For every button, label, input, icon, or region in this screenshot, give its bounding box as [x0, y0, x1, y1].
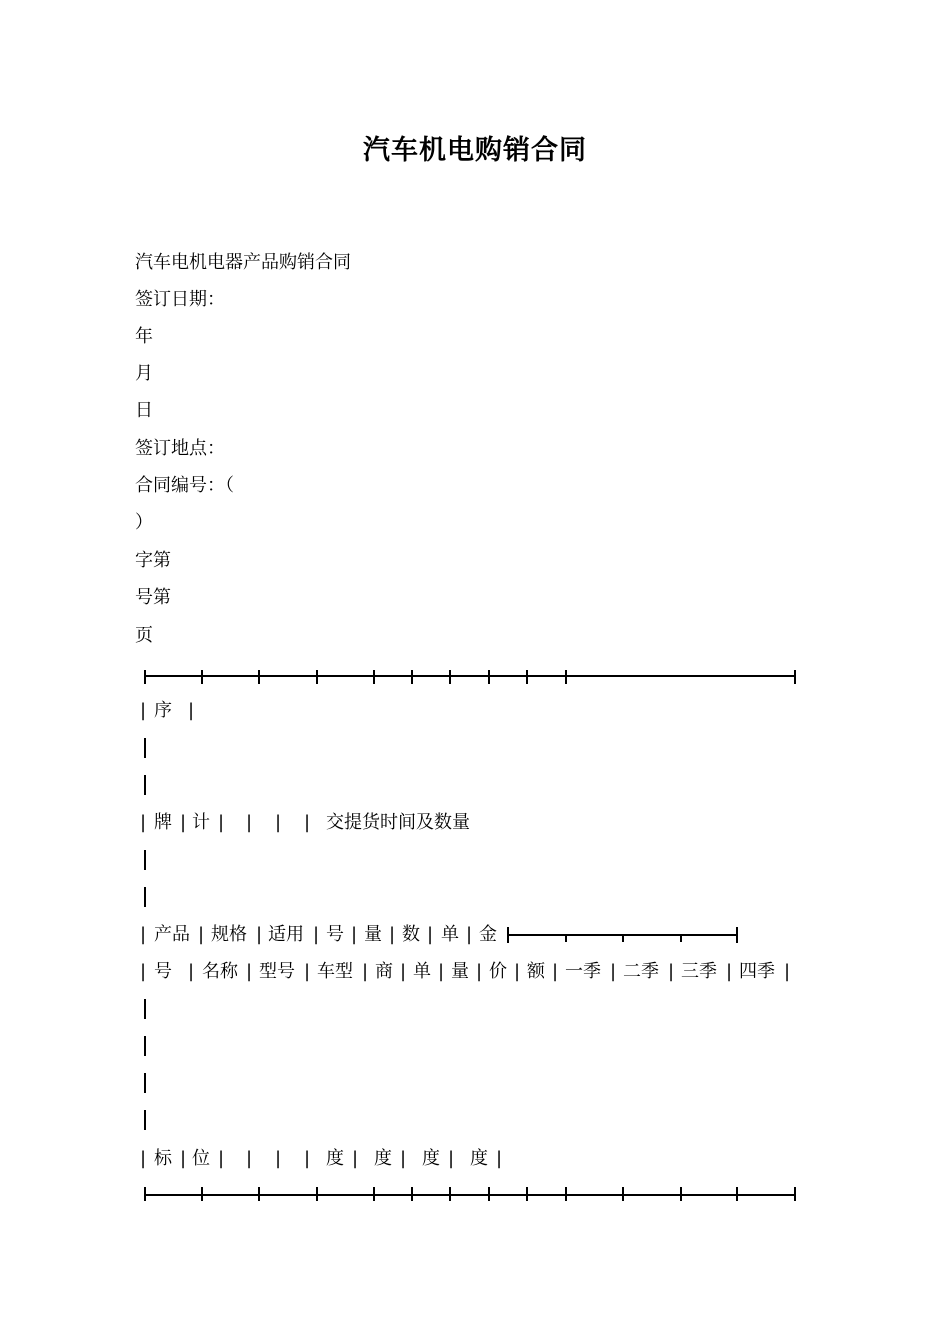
table-cell: 二季 [623, 961, 659, 982]
page-label: 页 [135, 625, 153, 646]
hao-di-label: 号第 [135, 587, 171, 608]
table-cell: 规格 [211, 924, 247, 945]
sign-date-label: 签订日期： [135, 289, 225, 310]
table-divider: | [140, 1148, 147, 1169]
table-divider: | [351, 924, 358, 945]
table-divider: | [389, 924, 396, 945]
table-cell: 度 [326, 1148, 344, 1169]
table-cell: 号 [326, 924, 344, 945]
table-divider [144, 775, 146, 795]
table-cell: 型号 [259, 961, 295, 982]
zi-di-label: 字第 [135, 550, 171, 571]
document-title: 汽车机电购销合同 [363, 135, 587, 166]
table-divider: | [427, 924, 434, 945]
table-cell: 计 [192, 812, 210, 833]
table-divider: | [188, 961, 195, 982]
table-divider [144, 887, 146, 907]
table-divider: | [476, 961, 483, 982]
table-divider: | [438, 961, 445, 982]
table-cell: 金 [479, 924, 497, 945]
table-divider: | [514, 961, 521, 982]
table-cell: 号 [154, 961, 172, 982]
table-divider: | [313, 924, 320, 945]
table-divider: | [304, 961, 311, 982]
table-divider: | [496, 1148, 503, 1169]
table-cell: 交提货时间及数量 [326, 812, 470, 833]
table-divider [144, 850, 146, 870]
table-divider: | [610, 961, 617, 982]
table-divider: | [362, 961, 369, 982]
table-divider: | [246, 1148, 253, 1169]
table-divider: | [218, 1148, 225, 1169]
table-cell: 位 [192, 1148, 210, 1169]
table-divider: | [304, 812, 311, 833]
table-divider: | [140, 700, 147, 721]
table-divider [144, 999, 146, 1019]
table-divider: | [466, 924, 473, 945]
table-divider: | [140, 812, 147, 833]
table-cell: 数 [402, 924, 420, 945]
table-cell: 商 [375, 961, 393, 982]
table-divider: | [400, 1148, 407, 1169]
table-divider: | [552, 961, 559, 982]
table-divider: | [180, 1148, 187, 1169]
table-cell: 度 [422, 1148, 440, 1169]
table-cell: 单 [441, 924, 459, 945]
subtitle-line: 汽车电机电器产品购销合同 [135, 252, 351, 273]
table-cell: 牌 [154, 812, 172, 833]
table-divider: | [400, 961, 407, 982]
table-divider: | [256, 924, 263, 945]
table-divider: | [448, 1148, 455, 1169]
table-cell: 一季 [565, 961, 601, 982]
table-divider [144, 1036, 146, 1056]
table-cell: 序 [154, 700, 172, 721]
table-cell: 额 [527, 961, 545, 982]
table-cell: 单 [413, 961, 431, 982]
table-divider [144, 1110, 146, 1130]
table-divider: | [218, 812, 225, 833]
table-divider: | [180, 812, 187, 833]
month-label: 月 [135, 363, 153, 384]
table-cell: 量 [364, 924, 382, 945]
table-divider [144, 1073, 146, 1093]
table-divider: | [188, 700, 195, 721]
table-cell: 三季 [681, 961, 717, 982]
table-cell: 量 [451, 961, 469, 982]
table-cell: 产品 [154, 924, 190, 945]
table-cell: 适用 [268, 924, 304, 945]
table-divider: | [726, 961, 733, 982]
table-divider [144, 738, 146, 758]
table-cell: 价 [489, 961, 507, 982]
table-cell: 标 [154, 1148, 172, 1169]
table-divider: | [275, 812, 282, 833]
table-divider: | [668, 961, 675, 982]
table-divider: | [198, 924, 205, 945]
table-divider: | [352, 1148, 359, 1169]
table-cell: 名称 [202, 961, 238, 982]
year-label: 年 [135, 326, 153, 347]
close-paren: ） [135, 512, 153, 533]
table-cell: 四季 [739, 961, 775, 982]
table-cell: 度 [374, 1148, 392, 1169]
sign-place-label: 签订地点： [135, 438, 225, 459]
table-divider: | [784, 961, 791, 982]
table-divider: | [140, 924, 147, 945]
table-divider: | [304, 1148, 311, 1169]
day-label: 日 [135, 400, 153, 421]
table-divider: | [275, 1148, 282, 1169]
table-divider: | [246, 812, 253, 833]
table-divider: | [140, 961, 147, 982]
table-cell: 车型 [317, 961, 353, 982]
contract-number-label: 合同编号：（ [135, 475, 234, 496]
table-divider: | [246, 961, 253, 982]
table-cell: 度 [470, 1148, 488, 1169]
